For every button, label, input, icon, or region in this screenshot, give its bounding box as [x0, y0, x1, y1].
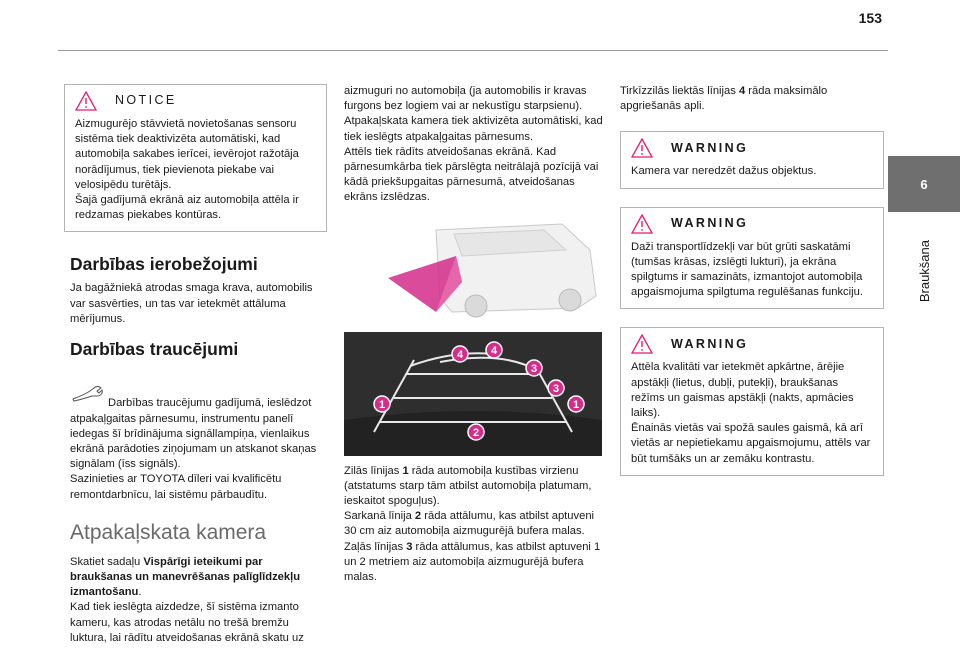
- warning-2-text: Daži transportlīdzekļi var būt grūti saskatāmi (tumšas krāsas, izslēgti lukturi), ja ekrāna spilgtums ir samazināts, izmantojot automobiļa apgaismojuma spilgtuma regulēšanas funkciju.: [631, 240, 863, 299]
- lines-green-a: Zaļās līnijas: [344, 540, 407, 553]
- lines-blue: [344, 464, 604, 510]
- header-rule: [58, 50, 888, 51]
- camera-marker-2: [468, 424, 484, 440]
- lines-red-num: 2: [414, 510, 422, 523]
- lines-turquoise: [620, 84, 884, 114]
- camera-guide-lines: [344, 332, 602, 456]
- camera-intro-link: Vispārīgi ieteikumi par braukšanas un manevrēšanas palīglīdzekļu izmantošanu: [70, 555, 301, 599]
- camera-marker-1: [568, 396, 584, 412]
- chapter-label: [896, 216, 952, 326]
- warning-3-title: WARNING: [671, 336, 749, 351]
- svg-text:2: 2: [472, 426, 480, 439]
- column-middle: [344, 84, 604, 585]
- lines-turq-c: rāda maksimālo apgriešanās apli.: [620, 85, 828, 113]
- faults-paragraph: [70, 366, 327, 503]
- lines-red-c: rāda attālumu, kas atbilst aptuveni 30 cm aiz automobiļa aizmugurējā bufera malas.: [344, 510, 595, 538]
- warning-3-text: Attēla kvalitāti var ietekmēt apkārtne, ārējie apstākļi (lietus, dubļi, putekļi), braukšanas režīms un gaismas apstākļi (nakts, apmācies laiks). Ēnainās vietās vai spožā saules gaismā, kā arī vietās ar nepietiekamu apgaismojumu, attēls var būt tumšāks un ar zemāku kontrastu.: [631, 361, 871, 465]
- warning-1-header: [631, 132, 873, 164]
- camera-text-start: Kad tiek ieslēgta aizdedze, šī sistēma izmanto kameru, kas atrodas netālu no trešā bremžu luktura, lai rādītu atveidošanas ekrānā skatu uz: [70, 601, 304, 644]
- camera-marker-1: [374, 396, 390, 412]
- warning-1-title: WARNING: [671, 140, 749, 155]
- wrench-warning-icon: [70, 383, 104, 405]
- camera-intro: [70, 555, 327, 601]
- notice-header: [75, 85, 316, 117]
- van-camera-illustration: [344, 216, 602, 330]
- camera-marker-4: [452, 346, 468, 362]
- lines-red-a: Sarkanā līnija: [344, 510, 415, 523]
- camera-intro-suffix: .: [138, 586, 142, 599]
- svg-text:3: 3: [552, 382, 560, 395]
- warning-2-header: [631, 208, 873, 240]
- faults-text: Darbības traucējumu gadījumā, ieslēdzot atpakaļgaitas pārnesumu, instrumentu panelī iedegas šī brīdinājuma signāllampiņa, vienlaikus ekrānā parādoties ziņojumam un atskanot skaņas signālam (īss signāls). Sazinieties ar TOYOTA dīleri vai kvalificētu remontdarbnīcu, lai sistēmu pārbaudītu.: [70, 397, 317, 501]
- column-left: [64, 84, 327, 646]
- camera-intro-prefix: Skatiet sadaļu: [70, 555, 144, 568]
- lines-red: [344, 509, 604, 539]
- svg-text:1: 1: [378, 398, 386, 411]
- lines-green-num: 3: [406, 540, 413, 553]
- lines-blue-c: rāda automobiļa kustības virzienu (atstatums starp tām atbilst automobiļa platumam, ieskaitot spoguļus).: [344, 464, 592, 508]
- chapter-tab[interactable]: 6: [888, 156, 960, 212]
- notice-box: [64, 84, 327, 232]
- warning-2-title: WARNING: [671, 216, 749, 230]
- warning-box-1: [620, 131, 884, 188]
- notice-title: NOTICE: [115, 93, 177, 108]
- chapter-label-text: Braukšana: [916, 239, 932, 303]
- limits-heading: Darbības ierobežojumi: [70, 254, 258, 275]
- lines-turq-num: 4: [738, 85, 746, 97]
- svg-text:3: 3: [530, 362, 538, 375]
- rear-camera-car-illustration: [344, 216, 602, 330]
- lines-blue-a: Zilās līnijas: [344, 464, 403, 477]
- camera-display-image: [344, 332, 602, 456]
- limits-text: Ja bagāžniekā atrodas smaga krava, automobilis var sasvērties, un tas var ietekmēt attāluma mērījumus.: [70, 282, 313, 325]
- svg-text:4: 4: [490, 344, 498, 357]
- camera-text-continued: aizmuguri no automobiļa (ja automobilis ir kravas furgons bez logiem vai ar nekustīgu starpsienu). Atpakaļskata kamera tiek aktivizēta automātiski, kad tiek ieslēgts atpakaļgaitas pārnesums. Attēls tiek rādīts atveidošanas ekrānā. Kad pārnesumkārba tiek pārslēgta neitrālajā pozīcijā vai kādā priekšupgaitas pārnesumā, atveidošanas ekrāns izslēdzas.: [344, 85, 603, 204]
- column-right: [620, 84, 884, 476]
- warning-box-2: [620, 207, 884, 310]
- warning-triangle-icon: [631, 214, 653, 234]
- notice-text: Aizmugurējo stāvvietā novietošanas sensoru sistēma tiek deaktivizēta automātiski, kad automobiļa sakabes ierīcei, ievērojot ražotāja norādījumus, tiek pievienota piekabe vai velosipēdu turētājs. Šajā gadījumā ekrānā aiz automobiļa attēla ir redzamas piekabes kontūras.: [75, 118, 299, 222]
- lines-turq-a: Tirkīzzilās liektās līnijas: [620, 85, 739, 97]
- svg-text:4: 4: [456, 348, 464, 361]
- warning-1-text: Kamera var neredzēt dažus objektus.: [631, 165, 817, 178]
- warning-box-3: [620, 327, 884, 475]
- lines-green-c: rāda attālumus, kas atbilst aptuveni 1 un 2 metriem aiz automobiļa aizmugurējā bufera malas.: [344, 540, 601, 584]
- warning-triangle-icon: [631, 334, 653, 354]
- svg-text:1: 1: [572, 398, 580, 411]
- warning-3-header: [631, 328, 873, 360]
- warning-triangle-icon: [631, 138, 653, 158]
- faults-heading: Darbības traucējumi: [70, 339, 239, 360]
- camera-marker-3: [526, 360, 542, 376]
- lines-blue-num: 1: [402, 464, 409, 477]
- lines-green: [344, 540, 604, 586]
- warning-triangle-icon: [75, 91, 97, 111]
- camera-marker-3: [548, 380, 564, 396]
- camera-marker-4: [486, 342, 502, 358]
- camera-heading: Atpakaļskata kamera: [70, 520, 267, 544]
- page-number: 153: [858, 10, 882, 26]
